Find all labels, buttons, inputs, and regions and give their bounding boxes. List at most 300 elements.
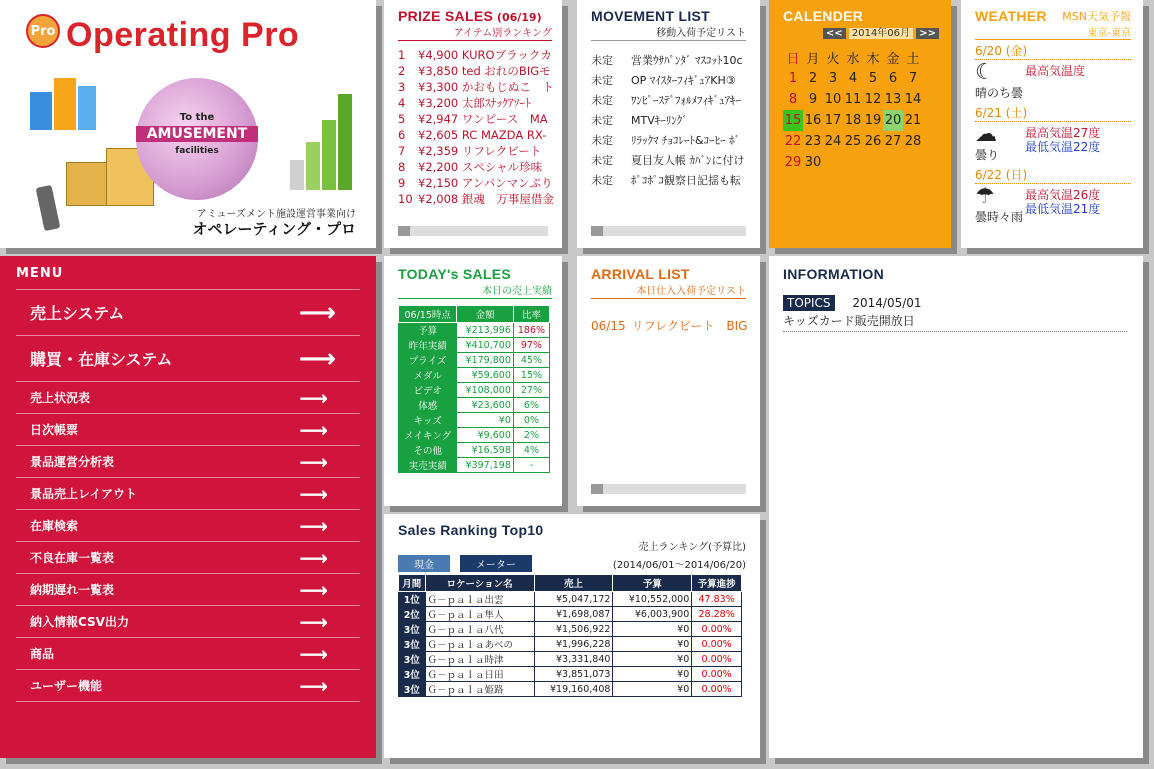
sales-amount: ¥179,800 [457, 353, 514, 368]
calendar-weekday: 日 [786, 52, 800, 67]
arrival-list-subtitle: 本日仕入入荷予定リスト [591, 282, 746, 299]
arrow-right-icon: ⟶ [298, 343, 336, 374]
prize-sales-subtitle: アイテム別ランキング [398, 24, 552, 41]
sales-category: ビデオ [399, 383, 457, 398]
movement-row[interactable] [591, 171, 760, 191]
calendar-day[interactable]: 26 [864, 134, 882, 149]
location-cell: Ｇ－ｐａｌａあべの [425, 637, 534, 652]
calendar-weekday: 土 [906, 52, 920, 67]
column-header: 金額 [457, 306, 514, 323]
prize-rank: 5 [398, 112, 406, 126]
menu-item[interactable] [16, 542, 360, 574]
sales-amount: ¥59,600 [457, 368, 514, 383]
calendar-weekday-row [783, 47, 923, 68]
column-header: 売上 [534, 575, 613, 592]
movement-status: 未定 [591, 114, 613, 127]
prize-rank: 4 [398, 96, 406, 110]
movement-status: 未定 [591, 154, 613, 167]
arrow-right-icon: ⟶ [299, 481, 328, 506]
table-row [399, 458, 550, 473]
handheld-terminal-illustration [36, 185, 61, 231]
table-row [399, 368, 550, 383]
logo-badge: Pro [26, 14, 60, 48]
progress-cell: 47.83% [692, 592, 742, 607]
weather-day [975, 60, 1131, 102]
sales-amount: ¥410,700 [457, 338, 514, 353]
table-row[interactable] [399, 592, 742, 607]
calendar-day[interactable]: 19 [864, 113, 882, 128]
calendar-weekday: 月 [806, 52, 820, 67]
prize-item: ¥4,900 KUROブラックカ [418, 48, 552, 62]
weather-desc: 曇時々雨 [975, 210, 1024, 224]
location-cell: Ｇ－ｐａｌａ隼人 [425, 607, 534, 622]
weather-list [975, 42, 1131, 226]
calendar-day[interactable]: 9 [808, 92, 818, 107]
calendar-grid [783, 47, 923, 173]
prize-row[interactable] [398, 111, 562, 127]
prize-row[interactable] [398, 143, 562, 159]
arrival-list-title: ARRIVAL LIST [591, 266, 690, 282]
menu-list [16, 290, 360, 702]
movement-item: ﾘﾗｯｸﾏ ﾁｮｺﾚｰﾄ&ｺｰﾋｰ ﾎﾞ [631, 134, 741, 147]
movement-item: ﾎﾟｺﾎﾟｺ観察日記揺も転 [631, 174, 741, 187]
table-row [399, 443, 550, 458]
table-row [399, 338, 550, 353]
arrow-right-icon: ⟶ [299, 545, 328, 570]
prize-item: ¥3,200 太郎ｽﾅｯｸｱｿｰﾄ [418, 96, 531, 110]
arrival-list-panel [577, 256, 760, 506]
calendar-week [783, 131, 923, 152]
table-row [399, 323, 550, 338]
menu-item[interactable] [16, 382, 360, 414]
sales-cell: ¥3,331,840 [534, 652, 613, 667]
sales-category: その他 [399, 443, 457, 458]
prize-item: ¥2,150 アンパンマンぷり [418, 176, 553, 190]
weather-day [975, 184, 1131, 226]
weather-source[interactable]: MSN天気予報 [1062, 10, 1131, 23]
menu-item-label: 景品売上レイアウト [30, 487, 138, 501]
prize-list [398, 47, 562, 207]
rank-cell: 3位 [399, 622, 426, 637]
movement-row[interactable] [591, 131, 760, 151]
prize-row[interactable] [398, 191, 562, 207]
menu-item-label: 売上状況表 [30, 391, 91, 405]
calendar-day[interactable]: 6 [888, 71, 898, 86]
calendar-day[interactable]: 10 [824, 92, 842, 107]
prize-row[interactable] [398, 127, 562, 143]
location-cell: Ｇ－ｐａｌａ八代 [425, 622, 534, 637]
calendar-day [843, 152, 863, 173]
sales-category: 実売実績 [399, 458, 457, 473]
topic-text[interactable]: キッズカード販売開放日 [783, 312, 1127, 332]
weather-desc: 曇り [975, 148, 1000, 162]
movement-status: 未定 [591, 174, 613, 187]
movement-item: MTVｷｰﾘﾝｸﾞ [631, 114, 688, 127]
prize-row[interactable] [398, 79, 562, 95]
sales-ratio: 0% [513, 413, 549, 428]
arrow-right-icon: ⟶ [299, 513, 328, 538]
sales-ranking-subtitle: 売上ランキング(予算比) [638, 542, 746, 553]
arrow-right-icon: ⟶ [299, 641, 328, 666]
weather-high: 最高気温27度 [1025, 126, 1101, 140]
calendar-weekday: 木 [866, 52, 880, 67]
table-row [399, 398, 550, 413]
weather-date: 6/22 (日) [975, 166, 1131, 184]
arrow-right-icon: ⟶ [299, 449, 328, 474]
prize-scrollbar[interactable] [398, 226, 548, 236]
table-row [399, 428, 550, 443]
calendar-day[interactable]: 30 [804, 155, 822, 170]
arrival-list [591, 317, 746, 334]
tab-cash[interactable]: 現金 [398, 555, 450, 572]
menu-item[interactable] [16, 670, 360, 702]
movement-status: 未定 [591, 94, 613, 107]
menu-item-label: 購買・在庫システム [30, 350, 173, 369]
sales-category: キッズ [399, 413, 457, 428]
logo-title: Operating Pro [66, 16, 300, 54]
todays-sales-header [399, 306, 550, 323]
movement-status: 未定 [591, 54, 613, 67]
column-header: 予算進捗 [692, 575, 742, 592]
sales-amount: ¥108,000 [457, 383, 514, 398]
prize-item: ¥2,605 RC MAZDA RX- [418, 128, 547, 142]
weather-desc: 晴のち曇 [975, 86, 1024, 100]
prize-rank: 8 [398, 160, 406, 174]
circle-text-1: To the [179, 112, 215, 123]
sales-ratio: 4% [513, 443, 549, 458]
table-row [399, 353, 550, 368]
menu-item[interactable] [16, 574, 360, 606]
ranking-header [399, 575, 742, 592]
logo-panel [0, 0, 376, 248]
budget-cell: ¥0 [613, 667, 692, 682]
table-row[interactable] [399, 622, 742, 637]
calendar-day[interactable]: 12 [864, 92, 882, 107]
movement-item: 夏目友人帳 ｶﾊﾞﾝに付け [631, 154, 745, 167]
calendar-day[interactable]: 16 [804, 113, 822, 128]
prize-row[interactable] [398, 63, 562, 79]
sales-ratio: 186% [513, 323, 549, 338]
menu-item[interactable] [16, 510, 360, 542]
movement-row[interactable] [591, 111, 760, 131]
menu-item-label: 不良在庫一覧表 [30, 551, 115, 565]
calendar-title: CALENDER [783, 8, 864, 24]
todays-sales-title: TODAY's SALES [398, 266, 512, 282]
calendar-nav [783, 24, 939, 39]
rank-cell: 1位 [399, 592, 426, 607]
calendar-day[interactable]: 29 [784, 155, 802, 170]
table-row[interactable] [399, 667, 742, 682]
menu-item-label: 納期遅れ一覧表 [30, 583, 115, 597]
calendar-week [783, 152, 923, 173]
sales-cell: ¥3,851,073 [534, 667, 613, 682]
menu-item-label: 景品運営分析表 [30, 455, 115, 469]
calendar-day[interactable]: 17 [824, 113, 842, 128]
calendar-day[interactable]: 18 [844, 113, 862, 128]
sales-cell: ¥1,698,087 [534, 607, 613, 622]
sales-category: プライズ [399, 353, 457, 368]
menu-panel [0, 256, 376, 758]
weather-day [975, 122, 1131, 164]
prize-rank: 9 [398, 176, 406, 190]
prize-sales-panel [384, 0, 562, 248]
sales-ratio: 15% [513, 368, 549, 383]
calendar-day[interactable]: 1 [788, 71, 798, 86]
budget-cell: ¥6,003,900 [613, 607, 692, 622]
logo-subtitle-2: オペレーティング・プロ [192, 220, 356, 238]
weather-location: 東京-東京 [975, 24, 1131, 40]
weather-date: 6/20 (金) [975, 42, 1131, 60]
calendar-day[interactable]: 22 [784, 134, 802, 149]
weather-low: 最低気温22度 [1025, 140, 1101, 154]
sales-cell: ¥1,996,228 [534, 637, 613, 652]
rank-cell: 3位 [399, 652, 426, 667]
arrival-scrollbar[interactable] [591, 484, 746, 494]
table-row[interactable] [399, 682, 742, 697]
menu-item-label: 日次帳票 [30, 423, 79, 437]
menu-item[interactable] [16, 638, 360, 670]
calendar-day[interactable]: 8 [788, 92, 798, 107]
rank-cell: 3位 [399, 637, 426, 652]
sales-ratio: - [513, 458, 549, 473]
sales-cell: ¥1,506,922 [534, 622, 613, 637]
calendar-next-button[interactable]: >> [916, 28, 939, 39]
menu-item[interactable] [16, 446, 360, 478]
rank-cell: 2位 [399, 607, 426, 622]
movement-list-panel [577, 0, 760, 248]
calendar-day[interactable]: 15 [783, 110, 803, 131]
menu-item[interactable] [16, 414, 360, 446]
calendar-week [783, 89, 923, 110]
column-header: ロケーション名 [425, 575, 534, 592]
sales-ranking-table [398, 574, 742, 697]
movement-row[interactable] [591, 71, 760, 91]
progress-cell: 0.00% [692, 637, 742, 652]
progress-cell: 0.00% [692, 682, 742, 697]
chart-illustration [282, 90, 358, 190]
calendar-day[interactable]: 20 [883, 110, 903, 131]
sales-ratio: 45% [513, 353, 549, 368]
movement-item: OP ﾏｲｽﾀｰﾌｨｷﾞｭｱKH③ [631, 74, 736, 87]
calendar-weekday: 金 [886, 52, 900, 67]
calendar-day[interactable]: 7 [908, 71, 918, 86]
rank-cell: 3位 [399, 682, 426, 697]
movement-list-title: MOVEMENT LIST [591, 8, 711, 24]
arrow-right-icon: ⟶ [299, 385, 328, 410]
calendar-day [823, 152, 843, 173]
information-title: INFORMATION [783, 266, 885, 282]
location-cell: Ｇ－ｐａｌａ時津 [425, 652, 534, 667]
prize-row[interactable] [398, 175, 562, 191]
table-row [399, 413, 550, 428]
calendar-week [783, 110, 923, 131]
prize-item: ¥2,947 ワンピース MA [418, 112, 548, 126]
todays-sales-panel [384, 256, 562, 506]
budget-cell: ¥10,552,000 [613, 592, 692, 607]
sales-category: 体感 [399, 398, 457, 413]
calendar-day[interactable]: 13 [884, 92, 902, 107]
movement-item: 営業ｳｻﾊﾟﾝﾀﾞ ﾏｽｺｯﾄ10c [631, 54, 743, 67]
prize-row[interactable] [398, 95, 562, 111]
sales-ratio: 27% [513, 383, 549, 398]
menu-item-label: 納入情報CSV出力 [30, 615, 129, 629]
menu-item-label: 在庫検索 [30, 519, 79, 533]
budget-cell: ¥0 [613, 682, 692, 697]
amusement-illustration [136, 78, 258, 200]
calendar-day [883, 152, 903, 173]
calendar-day[interactable]: 3 [828, 71, 838, 86]
sales-ratio: 6% [513, 398, 549, 413]
location-cell: Ｇ－ｐａｌａ出雲 [425, 592, 534, 607]
sales-amount: ¥397,198 [457, 458, 514, 473]
cloudy-moon-icon: ☾ [975, 60, 995, 85]
rank-cell: 3位 [399, 667, 426, 682]
calendar-month-label: 2014年06月 [849, 28, 913, 39]
weather-date: 6/21 (土) [975, 104, 1131, 122]
sales-category: 昨年実績 [399, 338, 457, 353]
movement-scrollbar[interactable] [591, 226, 746, 236]
menu-item[interactable] [16, 478, 360, 510]
calendar-weekday: 水 [846, 52, 860, 67]
calendar-day[interactable]: 23 [804, 134, 822, 149]
arrow-right-icon: ⟶ [299, 609, 328, 634]
topic-date: 2014/05/01 [852, 296, 922, 310]
tab-meter[interactable]: メーター [460, 555, 532, 572]
budget-cell: ¥0 [613, 637, 692, 652]
sales-category: メダル [399, 368, 457, 383]
prize-row[interactable] [398, 47, 562, 63]
calendar-day[interactable]: 24 [824, 134, 842, 149]
column-header: 比率 [513, 306, 549, 323]
sales-amount: ¥213,996 [457, 323, 514, 338]
todays-sales-subtitle: 本日の売上実績 [398, 282, 552, 299]
progress-cell: 0.00% [692, 652, 742, 667]
information-panel [769, 256, 1143, 758]
calendar-day[interactable]: 25 [844, 134, 862, 149]
sales-amount: ¥0 [457, 413, 514, 428]
sales-category: 予算 [399, 323, 457, 338]
sales-amount: ¥9,600 [457, 428, 514, 443]
menu-title: MENU [16, 266, 360, 290]
prize-row[interactable] [398, 159, 562, 175]
movement-list [591, 51, 760, 191]
menu-item-system[interactable] [16, 336, 360, 382]
prize-rank: 3 [398, 80, 406, 94]
menu-item-label: ユーザー機能 [30, 679, 103, 693]
movement-row[interactable] [591, 91, 760, 111]
prize-sales-title: PRIZE SALES [398, 8, 494, 24]
calendar-day[interactable]: 28 [904, 134, 922, 149]
blocks-illustration [30, 72, 100, 132]
todays-sales-table [398, 305, 550, 473]
calendar-day[interactable]: 5 [868, 71, 878, 86]
sales-amount: ¥23,600 [457, 398, 514, 413]
prize-rank: 7 [398, 144, 406, 158]
calendar-day[interactable]: 14 [904, 92, 922, 107]
calendar-week [783, 68, 923, 89]
menu-item[interactable] [16, 606, 360, 638]
budget-cell: ¥0 [613, 652, 692, 667]
arrow-right-icon: ⟶ [299, 577, 328, 602]
logo-subtitle: アミューズメント施設運営事業向け [196, 209, 356, 220]
movement-item: ﾜﾝﾋﾟｰｽﾃﾞﾌｫﾙﾒﾌｨｷﾞｭｱｷｰ [631, 94, 741, 107]
ranking-date-range: (2014/06/01～2014/06/20) [612, 560, 746, 571]
arrow-right-icon: ⟶ [299, 673, 328, 698]
sales-ranking-panel [384, 514, 760, 758]
calendar-day[interactable]: 11 [844, 92, 862, 107]
calendar-day[interactable]: 27 [884, 134, 902, 149]
table-row[interactable] [399, 652, 742, 667]
progress-cell: 0.00% [692, 622, 742, 637]
prize-item: ¥3,850 ted おれのBIGモ [418, 64, 551, 78]
movement-status: 未定 [591, 134, 613, 147]
movement-row[interactable] [591, 151, 760, 171]
prize-sales-date: (06/19) [496, 11, 542, 24]
movement-status: 未定 [591, 74, 613, 87]
circle-text-2: AMUSEMENT [136, 126, 258, 142]
weather-high: 最高気温26度 [1025, 188, 1101, 202]
cloud-icon: ☁ [975, 122, 997, 147]
arrival-row[interactable] [591, 317, 746, 334]
column-header: 06/15時点 [399, 306, 457, 323]
calendar-day [863, 152, 883, 173]
weather-low: 最低気温21度 [1025, 202, 1101, 216]
menu-item-system[interactable] [16, 290, 360, 336]
calendar-day[interactable]: 2 [808, 71, 818, 86]
menu-item-label: 商品 [30, 647, 55, 661]
prize-item: ¥2,008 銀魂 万事屋借金 [418, 192, 554, 206]
circle-text-3: facilities [175, 146, 219, 156]
arrival-date: 06/15 [591, 319, 626, 333]
calendar-panel [769, 0, 951, 248]
sales-cell: ¥19,160,408 [534, 682, 613, 697]
column-header: 月間 [399, 575, 426, 592]
sales-category: メイキング [399, 428, 457, 443]
movement-list-subtitle: 移動入荷予定リスト [591, 24, 746, 41]
calendar-day[interactable]: 4 [848, 71, 858, 86]
topic-row[interactable] [783, 296, 1127, 310]
table-row[interactable] [399, 637, 742, 652]
prize-rank: 1 [398, 48, 406, 62]
prize-rank: 10 [398, 192, 413, 206]
weather-high: 最高気温度 [1025, 64, 1086, 78]
movement-row[interactable] [591, 51, 760, 71]
menu-item-label: 売上システム [30, 304, 125, 323]
location-cell: Ｇ－ｐａｌａ姫路 [425, 682, 534, 697]
calendar-day[interactable]: 21 [904, 113, 922, 128]
prize-item: ¥3,300 かおもじぬこ ト [418, 80, 554, 94]
prize-item: ¥2,200 スペシャル珍味 [418, 160, 543, 174]
table-row [399, 383, 550, 398]
sales-ratio: 2% [513, 428, 549, 443]
sales-amount: ¥16,598 [457, 443, 514, 458]
weather-panel [961, 0, 1143, 248]
sales-ratio: 97% [513, 338, 549, 353]
sales-cell: ¥5,047,172 [534, 592, 613, 607]
calendar-weekday: 火 [826, 52, 840, 67]
column-header: 予算 [613, 575, 692, 592]
prize-rank: 6 [398, 128, 406, 142]
arrow-right-icon: ⟶ [298, 297, 336, 328]
location-cell: Ｇ－ｐａｌａ日田 [425, 667, 534, 682]
progress-cell: 0.00% [692, 667, 742, 682]
cloud-umbrella-icon: ☂ [975, 184, 995, 209]
table-row[interactable] [399, 607, 742, 622]
arrow-right-icon: ⟶ [299, 417, 328, 442]
calendar-prev-button[interactable]: << [823, 28, 846, 39]
topic-tag: TOPICS [783, 295, 835, 311]
sales-ranking-title: Sales Ranking Top10 [398, 522, 544, 538]
